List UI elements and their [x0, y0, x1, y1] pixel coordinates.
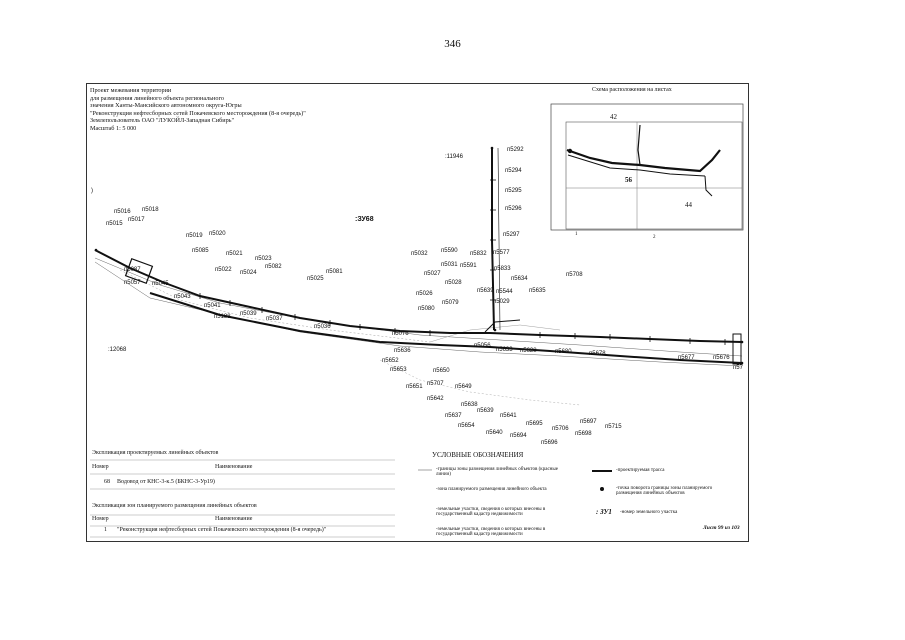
point-label: п5640	[486, 430, 503, 436]
legend-item: -проектируемая трасса	[616, 468, 665, 473]
point-label: п5296	[505, 206, 522, 212]
parcel-label: :12068	[108, 347, 127, 353]
point-label: п5577	[493, 250, 510, 256]
point-label: п5020	[209, 231, 226, 237]
point-label: п5833	[494, 266, 511, 272]
point-label: п5678	[589, 351, 606, 357]
header-line: значения Ханты-Мансийского автономного округа-Югры	[90, 102, 242, 110]
inset-sheet-label: 2	[653, 235, 656, 240]
expl-table-lines	[90, 460, 395, 537]
point-label: п5715	[605, 424, 622, 430]
point-label: п5087	[124, 267, 141, 273]
point-label: п5697	[580, 419, 597, 425]
legend-item: -зона планируемого размещения линейного объекта	[436, 487, 547, 492]
point-label: п5022	[215, 267, 232, 273]
point-label: п5081	[326, 269, 343, 275]
legend-item: -точка поворота границы зоны планируемого размещения линейных объектов	[616, 486, 713, 496]
expl-zones-title: Экспликация зон планируемого размещения линейных объектов	[92, 503, 257, 509]
point-label: п5188	[214, 314, 231, 320]
inset-sheet-label: 1	[575, 232, 578, 237]
header-line: Проект межевания территории	[90, 87, 172, 94]
inset-route	[638, 125, 640, 165]
header-line: Масштаб 1: 5 000	[90, 124, 137, 132]
point-label: п5043	[174, 294, 191, 300]
point-label: п5016	[114, 209, 131, 215]
point-label: п5628	[520, 348, 537, 354]
point-label: п5637	[445, 413, 462, 419]
point-label: п5029	[493, 299, 510, 305]
point-label: п5680	[555, 349, 572, 355]
point-label: п5707	[427, 381, 444, 387]
expl-objects-row-num: 68	[104, 479, 110, 485]
point-label: п5544	[496, 289, 513, 295]
projected-route	[485, 320, 520, 332]
inset-sheet-label: 56	[625, 176, 632, 184]
inset-route	[705, 176, 712, 196]
expl-zones-col-num: Номер	[92, 516, 109, 522]
inset-sheet-area	[566, 122, 742, 229]
point-label: п5651	[406, 384, 423, 390]
point-label: п5045	[152, 281, 169, 287]
point-label: п5080	[418, 306, 435, 312]
point-label: п5706	[552, 426, 569, 432]
point-label: п5297	[503, 232, 520, 238]
header-line: для размещения линейного объекта регионального	[90, 94, 224, 102]
expl-zones-row-num: 1	[104, 527, 107, 533]
point-label: п5633	[496, 347, 513, 353]
point-label: п5023	[255, 256, 272, 262]
point-label: п5018	[142, 207, 159, 213]
point-label: п5026	[416, 291, 433, 297]
point-label: п5039	[240, 311, 257, 317]
facility-outline	[733, 334, 741, 364]
legend-title: УСЛОВНЫЕ ОБОЗНАЧЕНИЯ	[432, 451, 524, 459]
point-label: п5292	[507, 147, 524, 153]
point-label: п5082	[265, 264, 282, 270]
page-number: 346	[444, 38, 461, 50]
point-label: п5698	[575, 431, 592, 437]
point-label: п5832	[470, 251, 487, 257]
point-label: п5642	[427, 396, 444, 402]
point-label: п5294	[505, 168, 522, 174]
point-label: п5076	[392, 331, 409, 337]
point-label: п5636	[394, 348, 411, 354]
point-label: п5641	[500, 413, 517, 419]
legend-item: -земельные участки, сведения о которых внесены в государственный кадастр недвижимости	[436, 507, 546, 517]
inset-title: Схема расположения на листах	[592, 87, 672, 93]
point-label: п5649	[455, 384, 472, 390]
point-label: п5677	[678, 355, 695, 361]
parcel-label: :ЗУ68	[355, 216, 374, 223]
point-label: п5057	[124, 280, 141, 286]
point-label: п5654	[458, 423, 475, 429]
point-label: п5031	[441, 262, 458, 268]
point-label: п5027	[424, 271, 441, 277]
point-label: п5032	[411, 251, 428, 257]
point-label: п5639	[477, 408, 494, 414]
legend-item: -земельные участки, сведения о которых внесены в государственный кадастр недвижимости	[436, 527, 546, 537]
header-line: "Реконструкция нефтесборных сетей Покачевского месторождения (8-я очередь)"	[90, 109, 306, 117]
map-mark: )	[91, 188, 93, 194]
point-label: п57	[733, 365, 743, 371]
expl-zones-row-name: "Реконструкция нефтесборных сетей Покачевского месторождения (8-я очередь)"	[117, 527, 327, 533]
point-label: п5036	[314, 324, 331, 330]
expl-objects-title: Экспликация проектируемых линейных объектов	[92, 450, 219, 456]
inset-sheet-label: 44	[685, 201, 692, 209]
inset-route	[567, 150, 720, 171]
expl-objects-row-name: Водовод от КНС-3-к.5 (БКНС-3-Ур19)	[117, 479, 215, 485]
point-label: п5037	[266, 316, 283, 322]
point-label: п5638	[461, 402, 478, 408]
point-label: п5017	[128, 217, 145, 223]
point-label: п5019	[186, 233, 203, 239]
point-label: п5639	[477, 288, 494, 294]
point-label: п5021	[226, 251, 243, 257]
point-label: п5024	[240, 270, 257, 276]
legend-point-symbol	[600, 487, 604, 491]
point-label: п5652	[382, 358, 399, 364]
point-label: п5015	[106, 221, 123, 227]
legend-item: -номер земельного участка	[620, 510, 678, 515]
point-label: п5650	[433, 368, 450, 374]
point-label: п5085	[192, 248, 209, 254]
point-label: п5676	[713, 355, 730, 361]
point-label: п5056	[474, 343, 491, 349]
parcel-boundary	[95, 262, 742, 366]
point-label: п5028	[445, 280, 462, 286]
legend-item: -границы зоны размещения линейных объектов (красные линии)	[436, 467, 558, 477]
parcel-boundary	[380, 360, 580, 405]
point-label: п5295	[505, 188, 522, 194]
sheet-label: Лист 99 из 103	[703, 525, 740, 531]
legend-zu-symbol: : ЗУ1	[596, 508, 612, 516]
point-label: п5591	[460, 263, 477, 269]
point-label: п5695	[526, 421, 543, 427]
point-label: п5708	[566, 272, 583, 278]
inset-frame	[551, 104, 743, 230]
expl-objects-col-num: Номер	[92, 464, 109, 470]
point-label: п5634	[511, 276, 528, 282]
point-label: п5696	[541, 440, 558, 446]
expl-zones-col-name: Наименование	[215, 516, 253, 522]
point-label: п5694	[510, 433, 527, 439]
point-label: п5079	[442, 300, 459, 306]
point-label: п5635	[529, 288, 546, 294]
header-line: Землепользователь ОАО "ЛУКОЙЛ-Западная Сибирь"	[90, 117, 235, 125]
inset-point	[568, 149, 572, 153]
parcel-label: :11946	[445, 154, 463, 160]
point-label: п5025	[307, 276, 324, 282]
expl-objects-col-name: Наименование	[215, 464, 253, 470]
point-label: п5590	[441, 248, 458, 254]
point-label: п5041	[204, 303, 221, 309]
point-label: п5653	[390, 367, 407, 373]
inset-sheet-label: 42	[610, 113, 617, 121]
